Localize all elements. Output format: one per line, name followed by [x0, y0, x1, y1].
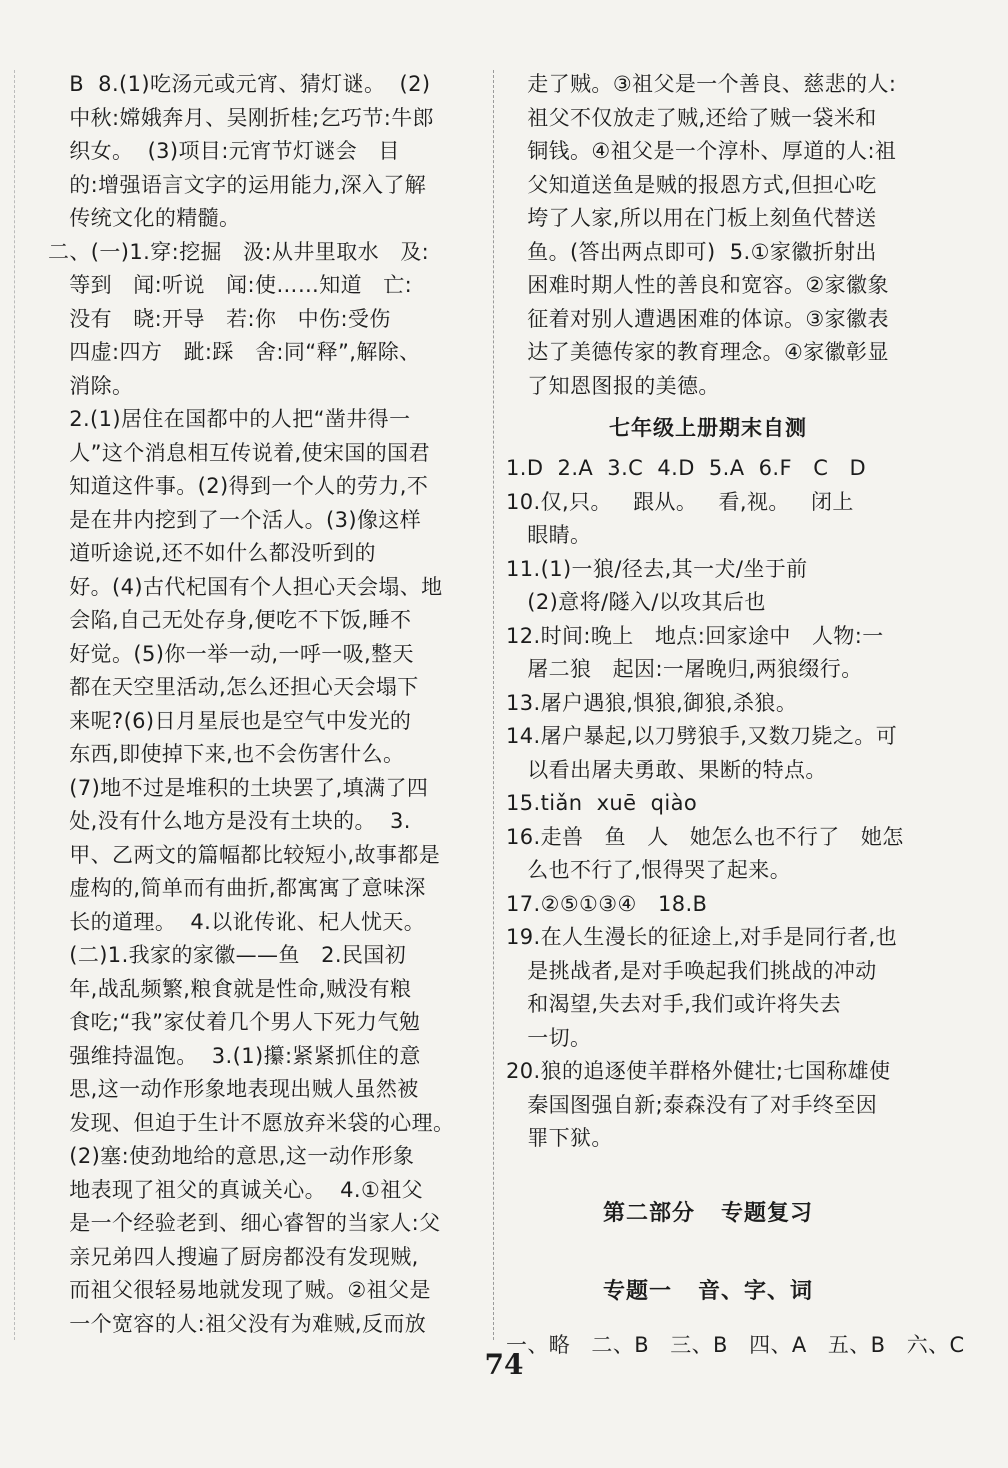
text-line: 织女。 (3)项目:元宵节灯谜会 目	[48, 139, 400, 163]
text-line: 15.tiǎn xuē qiào	[506, 791, 698, 815]
text-line: 父知道送鱼是贼的报恩方式,但担心吃	[506, 172, 877, 197]
text-line: 11.(1)一狼/径去,其一犬/坐于前	[506, 556, 808, 581]
text-line: 的:增强语言文字的运用能力,深入了解	[48, 172, 427, 197]
text-line: 二、(一)1.穿:挖掘 汲:从井里取水 及:	[48, 239, 430, 264]
text-line: 长的道理。 4.以讹传讹、杞人忧天。	[48, 909, 426, 934]
text-line: 19.在人生漫长的征途上,对手是同行者,也	[506, 925, 898, 949]
topic-one-answers: 一、略 二、B 三、B 四、A 五、B 六、C	[506, 1332, 965, 1357]
text-line: 2.(1)居住在国都中的人把“凿井得一	[48, 407, 411, 431]
text-line: 罪下狱。	[506, 1126, 613, 1150]
text-line: 年,战乱频繁,粮食就是性命,贼没有粮	[48, 976, 412, 1001]
text-line: 垮了人家,所以用在门板上刻鱼代替送	[506, 206, 877, 230]
text-line: 强维持温饱。 3.(1)攥:紧紧抓住的意	[48, 1043, 421, 1068]
text-line: 好。(4)古代杞国有个人担心天会塌、地	[48, 574, 443, 599]
text-line: 来呢?(6)日月星辰也是空气中发光的	[48, 708, 412, 733]
text-line: 20.狼的追逐使羊群格外健壮;七国称雄使	[506, 1059, 891, 1083]
text-line: 是挑战者,是对手唤起我们挑战的冲动	[506, 958, 877, 983]
text-line: 眼睛。	[506, 523, 592, 547]
text-line: 14.屠户暴起,以刀劈狼手,又数刀毙之。可	[506, 724, 898, 748]
text-line: 困难时期人性的善良和宽容。②家徽象	[506, 273, 889, 297]
page-number: 74	[484, 1348, 524, 1381]
text-line: 甲、乙两文的篇幅都比较短小,故事都是	[48, 842, 441, 867]
text-line: 知道这件事。(2)得到一个人的劳力,不	[48, 474, 429, 498]
text-line: 征着对别人遭遇困难的体谅。③家徽表	[506, 306, 889, 331]
text-line: 走了贼。③祖父是一个善良、慈悲的人:	[506, 72, 897, 96]
right-column	[506, 68, 965, 1362]
text-line: 是一个经验老到、细心睿智的当家人:父	[48, 1211, 441, 1235]
text-line: 虚构的,简单而有曲折,都寓寓了意味深	[48, 876, 426, 900]
text-line: 中秋:嫦娥奔月、吴刚折桂;乞巧节:牛郎	[48, 105, 435, 130]
text-line: 思,这一动作形象地表现出贼人虽然被	[48, 1077, 419, 1101]
part-two-heading: 第二部分 专题复习	[603, 1200, 813, 1226]
text-line: 发现、但迫于生计不愿放弃米袋的心理。	[48, 1110, 455, 1135]
section-heading-final-test: 七年级上册期末自测	[609, 416, 807, 440]
text-line: 16.走兽 鱼 人 她怎么也不行了 她怎	[506, 824, 904, 849]
text-line: B 8.(1)吃汤元或元宵、猜灯谜。 (2)	[48, 72, 431, 96]
page-edge-line	[14, 70, 15, 1340]
text-line: 1.D 2.A 3.C 4.D 5.A 6.F C D	[506, 456, 867, 480]
text-line: (7)地不过是堆积的土块罢了,填满了四	[48, 775, 429, 800]
text-line: 食吃;“我”家仗着几个男人下死力气勉	[48, 1010, 421, 1034]
text-line: 12.时间:晚上 地点:回家途中 人物:一	[506, 623, 884, 648]
text-line: 和渴望,失去对手,我们或许将失去	[506, 992, 841, 1016]
right-column-continued-answers	[506, 68, 910, 403]
text-line: 13.屠户遇狼,惧狼,御狼,杀狼。	[506, 690, 798, 715]
text-line: 10.仅,只。 跟从。 看,视。 闭上	[506, 489, 854, 514]
text-line: 传统文化的精髓。	[48, 206, 241, 230]
text-line: 消除。	[48, 373, 134, 398]
text-line: 了知恩图报的美德。	[506, 373, 720, 398]
text-line: 人”这个消息相互传说着,使宋国的国君	[48, 440, 430, 465]
text-line: 鱼。(答出两点即可) 5.①家徽折射出	[506, 239, 877, 264]
text-line: 东西,即使掉下来,也不会伤害什么。	[48, 742, 405, 766]
text-line: 处,没有什么地方是没有土块的。 3.	[48, 809, 411, 833]
text-line: 达了美德传家的教育理念。④家徽彰显	[506, 340, 889, 364]
text-line: 是在井内挖到了一个活人。(3)像这样	[48, 507, 422, 532]
text-line: 亲兄弟四人搜遍了厨房都没有发现贼,	[48, 1244, 419, 1269]
final-test-answers	[506, 452, 910, 1156]
text-line: 一切。	[506, 1025, 592, 1050]
text-line: 地表现了祖父的真诚关心。 4.①祖父	[48, 1177, 424, 1202]
topic-one-heading: 专题一 音、字、词	[603, 1278, 813, 1304]
text-line: 没有 晓:开导 若:你 中伤:受伤	[48, 306, 391, 331]
text-line: 好觉。(5)你一举一动,一呼一吸,整天	[48, 641, 414, 666]
text-line: 屠二狼 起因:一屠晚归,两狼缀行。	[506, 657, 863, 681]
text-line: 秦国图强自新;泰森没有了对手终至因	[506, 1092, 878, 1117]
text-line: (2)塞:使劲地给的意思,这一动作形象	[48, 1144, 415, 1168]
text-line: 铜钱。④祖父是一个淳朴、厚道的人:祖	[506, 139, 897, 163]
text-line: (二)1.我家的家徽——鱼 2.民国初	[48, 943, 407, 967]
text-line: 四虚:四方 跐:踩 舍:同“释”,解除、	[48, 340, 421, 364]
column-divider	[493, 70, 494, 1340]
text-line: 么也不行了,恨得哭了起来。	[506, 858, 792, 882]
text-line: 而祖父很轻易地就发现了贼。②祖父是	[48, 1278, 431, 1302]
text-line: 一个宽容的人:祖父没有为难贼,反而放	[48, 1311, 427, 1336]
text-line: (2)意将/隧入/以攻其后也	[506, 590, 766, 614]
left-column	[48, 68, 460, 1341]
text-line: 17.②⑤①③④ 18.B	[506, 891, 708, 916]
text-line: 祖父不仅放走了贼,还给了贼一袋米和	[506, 105, 877, 130]
text-line: 以看出屠夫勇敢、果断的特点。	[506, 757, 827, 782]
text-line: 都在天空里活动,怎么还担心天会塌下	[48, 675, 419, 699]
text-line: 会陷,自己无处存身,便吃不下饭,睡不	[48, 608, 412, 632]
text-line: 等到 闻:听说 闻:使……知道 亡:	[48, 273, 413, 297]
text-line: 道听途说,还不如什么都没听到的	[48, 541, 376, 565]
